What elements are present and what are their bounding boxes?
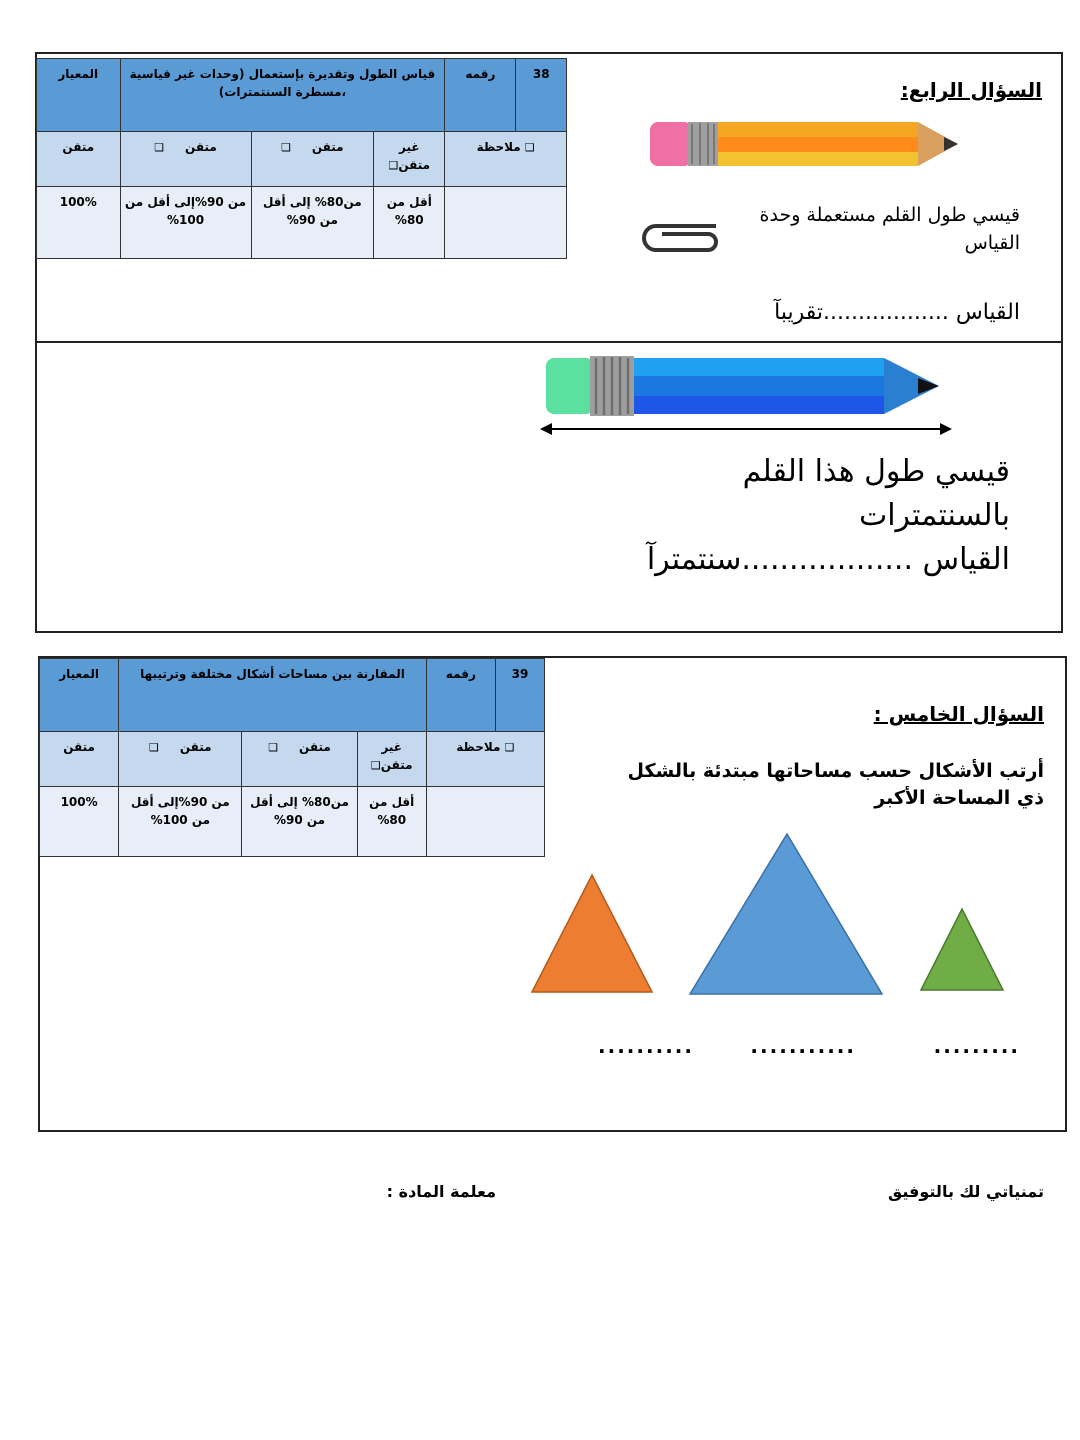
answer-blank-right[interactable]: .........: [933, 1034, 1020, 1058]
rubric-range-below-80: أقل من 80%: [357, 787, 426, 857]
rubric-range-below-80: أقل من 80%: [374, 187, 445, 259]
paperclip-icon: [636, 216, 722, 258]
rubric-number: 39: [495, 659, 544, 732]
rubric-level-note[interactable]: ❑ ملاحظة: [445, 132, 567, 187]
rubric-level-mastered-1[interactable]: متقن ❑: [242, 732, 357, 787]
question-5-title: السؤال الخامس :: [873, 702, 1044, 726]
rubric-number: 38: [516, 59, 567, 132]
rubric-range-100: 100%: [40, 787, 119, 857]
checkbox-icon[interactable]: [505, 740, 515, 754]
rubric-skill: قياس الطول وتقديرة بإستعمال (وحدات غير قياسية ،مسطرة السنتمترات): [120, 59, 445, 132]
double-arrow-icon: [540, 420, 952, 438]
footer-teacher: معلمة المادة :: [386, 1182, 496, 1201]
rubric-range-note: [445, 187, 567, 259]
rubric-level-mastered-2[interactable]: متقن ❑: [119, 732, 242, 787]
checkbox-icon[interactable]: [281, 140, 291, 154]
orange-pencil-image: [648, 118, 960, 172]
rubric-table-38: [36, 58, 567, 259]
question-4b-instruction-line1: قيسي طول هذا القلم: [742, 454, 1010, 489]
blue-triangle: [690, 834, 882, 994]
rubric-range-80-90: من80% إلى أقل من 90%: [242, 787, 357, 857]
checkbox-icon[interactable]: [371, 758, 381, 772]
rubric-table-39: [39, 658, 545, 857]
checkbox-icon[interactable]: [149, 740, 159, 754]
question-4b-instruction-line2: بالسنتمترات: [858, 498, 1010, 533]
green-triangle: [921, 909, 1003, 990]
question-4-instruction: قيسي طول القلم مستعملة وحدة القياس: [759, 204, 1020, 254]
checkbox-icon[interactable]: [388, 158, 398, 172]
rubric-criterion: المعيار: [40, 659, 119, 732]
rubric-range-100: 100%: [37, 187, 121, 259]
rubric-range-90-100: من 90%إلى أقل من 100%: [119, 787, 242, 857]
rubric-level-note[interactable]: ❑ ملاحظة: [426, 732, 544, 787]
question-4b-measure-line: القياس ..................سنتمترآ: [646, 542, 1010, 577]
checkbox-icon[interactable]: [154, 140, 164, 154]
checkbox-icon[interactable]: [525, 140, 535, 154]
rubric-level-not-mastered[interactable]: غير متقن❑: [374, 132, 445, 187]
blue-pencil-image: [544, 354, 944, 418]
answer-blank-left[interactable]: ..........: [598, 1034, 694, 1058]
rubric-range-80-90: من80% إلى أقل من 90%: [251, 187, 374, 259]
rubric-number-label: رقمه: [426, 659, 495, 732]
question-4-measure-line: القياس ..................تقريبآ: [774, 300, 1020, 325]
triangles-figure: [520, 820, 1020, 1010]
rubric-level-mastered-3: متقن: [40, 732, 119, 787]
question-4-title: السؤال الرابع:: [900, 78, 1042, 102]
footer-wish: تمنياتي لك بالتوفيق: [887, 1182, 1044, 1201]
rubric-level-mastered-1[interactable]: متقن ❑: [251, 132, 374, 187]
rubric-skill: المقارنة بين مساحات أشكال مختلفة وترتيبها: [119, 659, 427, 732]
rubric-criterion: المعيار: [37, 59, 121, 132]
rubric-level-mastered-3: متقن: [37, 132, 121, 187]
rubric-range-90-100: من 90%إلى أقل من 100%: [120, 187, 251, 259]
checkbox-icon[interactable]: [268, 740, 278, 754]
rubric-level-not-mastered[interactable]: غير متقن❑: [357, 732, 426, 787]
question-5-instruction: أرتب الأشكال حسب مساحاتها مبتدئة بالشكل ذي المساحة الأكبر: [627, 760, 1044, 809]
answer-blank-middle[interactable]: ...........: [750, 1034, 856, 1058]
rubric-level-mastered-2[interactable]: متقن ❑: [120, 132, 251, 187]
orange-triangle: [532, 875, 652, 992]
rubric-number-label: رقمه: [445, 59, 516, 132]
